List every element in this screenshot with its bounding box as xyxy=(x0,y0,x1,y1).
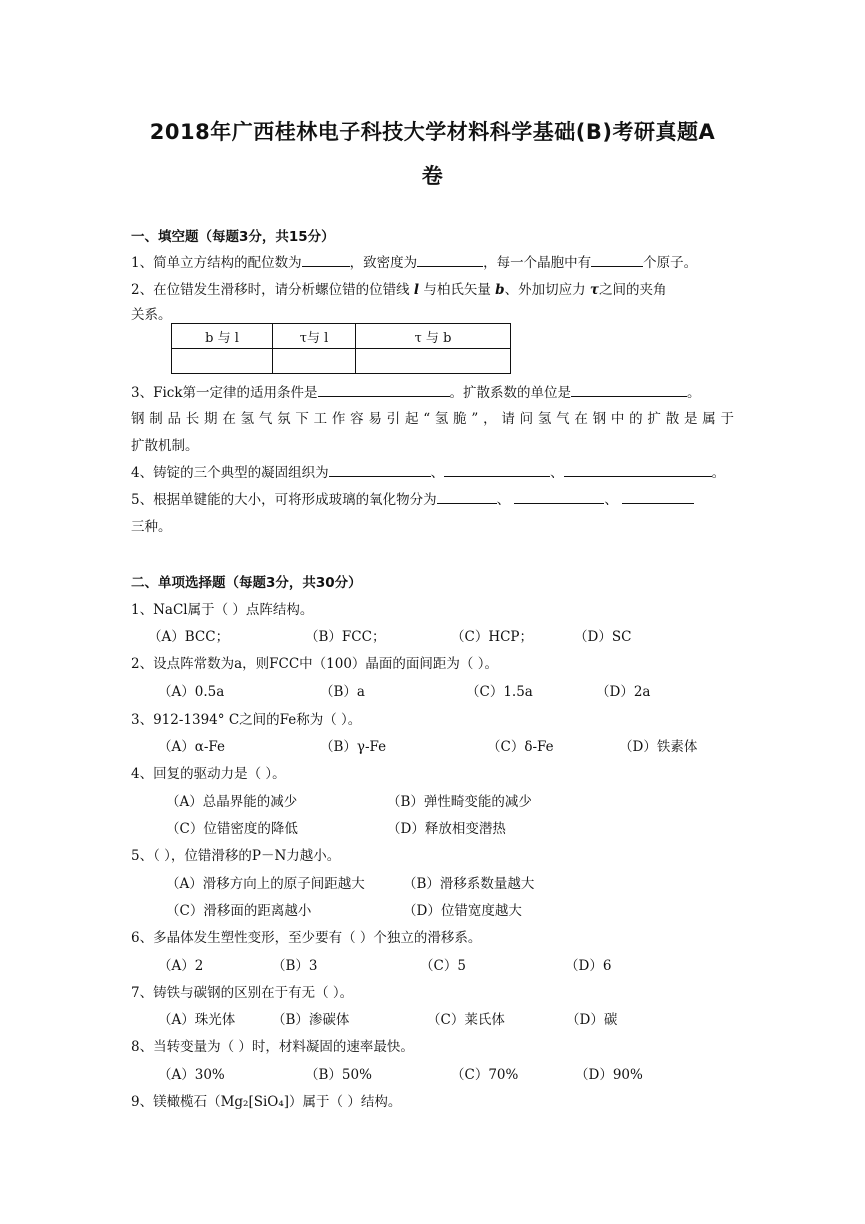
angle-relation-table xyxy=(171,323,511,374)
mcq-8-stem: 8、当转变量为（ ）时，材料凝固的速率最快。 xyxy=(131,1039,414,1055)
question-1-3-line2: 钢制品长期在氢气氛下工作容易引起“氢脆”，请问氢气在钢中的扩散是属于 xyxy=(131,411,734,427)
question-1-4: 4、铸锭的三个典型的凝固组织为 、 、 。 xyxy=(131,461,725,481)
question-1-2-cont: 关系。 xyxy=(131,307,172,323)
answer-blank xyxy=(302,252,350,267)
mcq-5-option-a: （A）滑移方向上的原子间距越大 xyxy=(166,876,365,892)
mcq-6-option-a: （A）2 xyxy=(158,958,204,974)
mcq-3-option-d: （D）铁素体 xyxy=(619,739,698,755)
mcq-4-option-d: （D）释放相变潜热 xyxy=(387,821,506,837)
table-cell xyxy=(172,349,273,374)
mcq-5-option-c: （C）滑移面的距离越小 xyxy=(166,903,312,919)
mcq-7-option-b: （B）渗碳体 xyxy=(272,1012,350,1028)
table-cell xyxy=(356,349,511,374)
question-1-3: 3、Fick第一定律的适用条件是 。扩散系数的单位是 。 xyxy=(131,381,701,401)
question-1-5: 5、根据单键能的大小，可将形成玻璃的氧化物分为 、 、 xyxy=(131,488,694,508)
mcq-4-option-b: （B）弹性畸变能的减少 xyxy=(387,794,532,810)
mcq-3-option-a: （A）α-Fe xyxy=(158,739,226,755)
mcq-3-option-b: （B）γ-Fe xyxy=(320,739,387,755)
section2-heading: 二、单项选择题（每题3分，共30分） xyxy=(131,575,362,591)
answer-blank xyxy=(318,382,450,397)
mcq-1-stem: 1、NaCl属于（ ）点阵结构。 xyxy=(131,602,314,618)
mcq-5-stem: 5、（ ），位错滑移的P－N力越小。 xyxy=(131,848,341,864)
mcq-8-option-d: （D）90% xyxy=(575,1067,643,1083)
document-title-line1: 2018年广西桂林电子科技大学材料科学基础(B)考研真题A xyxy=(149,120,716,144)
mcq-2-option-b: （B）a xyxy=(320,684,365,700)
mcq-9-stem: 9、镁橄榄石（Mg₂[SiO₄]）属于（ ）结构。 xyxy=(131,1094,402,1110)
mcq-4-stem: 4、回复的驱动力是（ ）。 xyxy=(131,766,286,782)
mcq-1-option-b: （B）FCC； xyxy=(305,629,386,645)
table-header-b-l: b 与 l xyxy=(172,324,273,349)
mcq-7-option-c: （C）莱氏体 xyxy=(427,1012,505,1028)
table-header-tau-l: τ与 l xyxy=(273,324,356,349)
table-cell xyxy=(273,349,356,374)
mcq-3-option-c: （C）δ-Fe xyxy=(487,739,554,755)
mcq-2-option-d: （D）2a xyxy=(596,684,651,700)
mcq-3-stem: 3、912-1394° C之间的Fe称为（ ）。 xyxy=(131,712,362,728)
document-title-line2: 卷 xyxy=(421,164,444,188)
table-header-tau-b: τ 与 b xyxy=(356,324,511,349)
answer-blank xyxy=(437,489,497,504)
question-1-1: 1、简单立方结构的配位数为 ，致密度为 ，每一个晶胞中有 个原子。 xyxy=(131,251,697,271)
mcq-4-option-a: （A）总晶界能的减少 xyxy=(166,794,298,810)
mcq-8-option-c: （C）70% xyxy=(451,1067,519,1083)
mcq-6-option-d: （D）6 xyxy=(565,958,612,974)
mcq-4-option-c: （C）位错密度的降低 xyxy=(166,821,298,837)
mcq-2-option-a: （A）0.5a xyxy=(158,684,225,700)
mcq-7-option-d: （D）碳 xyxy=(566,1012,618,1028)
mcq-6-option-b: （B）3 xyxy=(272,958,318,974)
mcq-6-option-c: （C）5 xyxy=(420,958,466,974)
question-1-3-line3: 扩散机制。 xyxy=(131,438,199,454)
mcq-2-option-c: （C）1.5a xyxy=(466,684,533,700)
question-1-5-cont: 三种。 xyxy=(131,519,172,535)
mcq-8-option-b: （B）50% xyxy=(305,1067,372,1083)
answer-blank xyxy=(622,489,694,504)
answer-blank xyxy=(329,462,431,477)
mcq-8-option-a: （A）30% xyxy=(158,1067,225,1083)
mcq-1-option-a: （A）BCC； xyxy=(148,629,230,645)
section1-heading: 一、填空题（每题3分，共15分） xyxy=(131,229,335,245)
mcq-7-option-a: （A）珠光体 xyxy=(158,1012,236,1028)
mcq-6-stem: 6、多晶体发生塑性变形，至少要有（ ）个独立的滑移系。 xyxy=(131,930,482,946)
mcq-2-stem: 2、设点阵常数为a，则FCC中（100）晶面的面间距为（ ）。 xyxy=(131,656,498,672)
answer-blank xyxy=(417,252,483,267)
answer-blank xyxy=(591,252,643,267)
mcq-1-option-d: （D）SC xyxy=(574,629,632,645)
answer-blank xyxy=(564,462,712,477)
question-1-2: 2、在位错发生滑移时，请分析螺位错的位错线 l 与柏氏矢量 b、外加切应力 τ之间的夹角 xyxy=(131,282,667,298)
mcq-7-stem: 7、铸铁与碳钢的区别在于有无（ ）。 xyxy=(131,985,354,1001)
mcq-5-option-d: （D）位错宽度越大 xyxy=(403,903,522,919)
mcq-1-option-c: （C）HCP； xyxy=(451,629,534,645)
answer-blank xyxy=(571,382,687,397)
answer-blank xyxy=(514,489,604,504)
answer-blank xyxy=(444,462,550,477)
mcq-5-option-b: （B）滑移系数量越大 xyxy=(403,876,535,892)
